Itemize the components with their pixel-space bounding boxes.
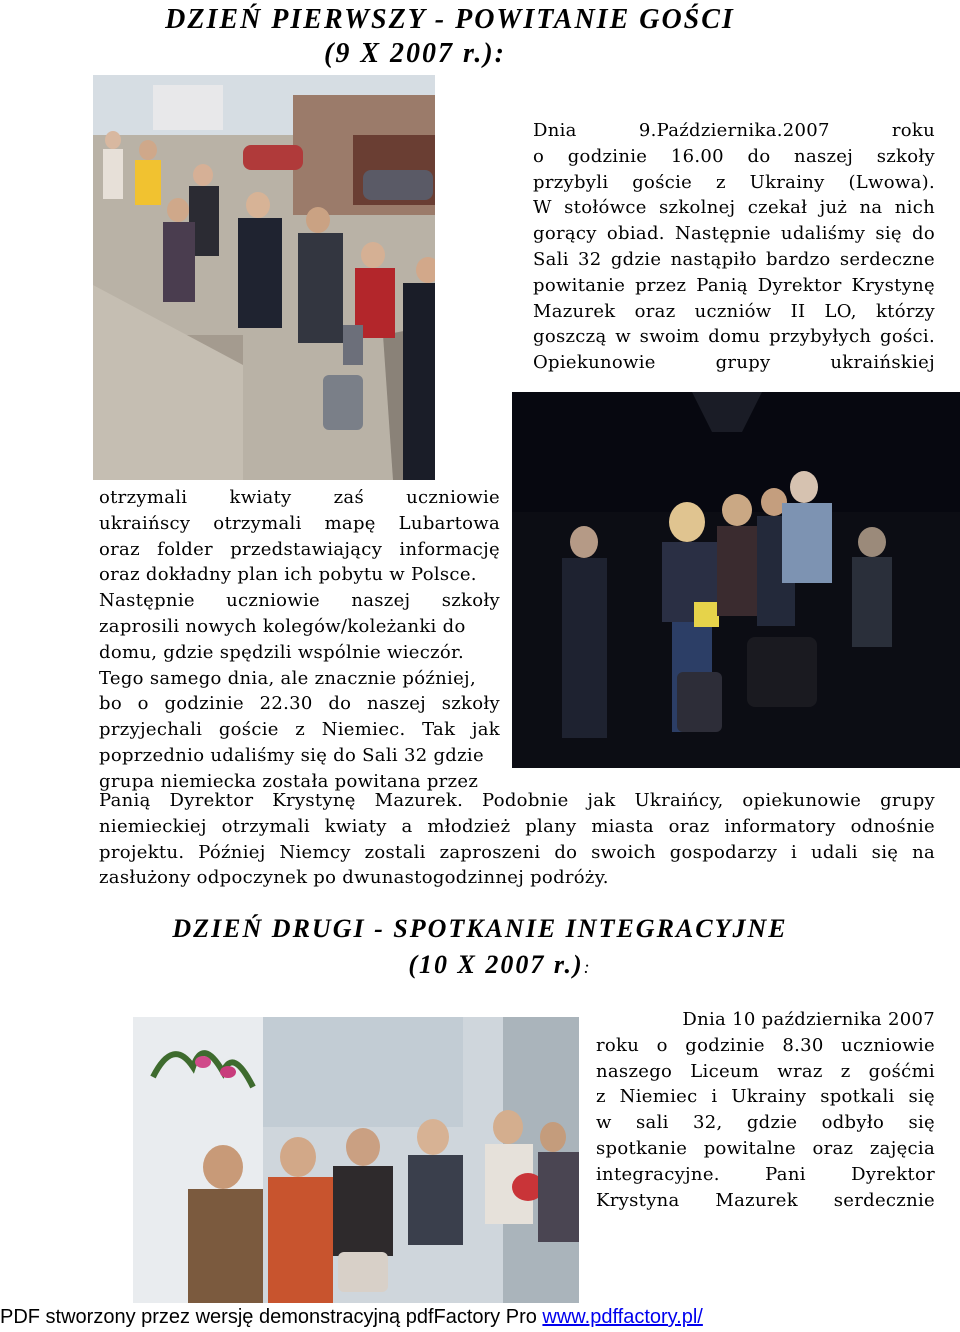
footer-link[interactable]: www.pdffactory.pl/ <box>542 1306 703 1328</box>
text-line: Następnie uczniowie naszej szkoły <box>99 590 500 612</box>
photo-arrival-image <box>93 75 435 480</box>
section2-column-text <box>596 1007 935 1213</box>
text-line: Tego samego dnia, ale znacznie później, <box>99 667 476 689</box>
text-line: spotkanie powitalne oraz zajęcia <box>596 1137 935 1159</box>
text-line: Opiekunowie grupy ukraińskiej <box>533 352 935 374</box>
text-line: Dnia 10 października 2007 <box>682 1009 935 1030</box>
section1-column-text <box>533 118 935 376</box>
section2-title: DZIEŃ DRUGI - SPOTKANIE INTEGRACYJNE <box>172 914 788 943</box>
text-line: o godzinie 16.00 do naszej szkoły <box>533 145 935 167</box>
pdf-footer <box>0 1303 960 1332</box>
text-line: domu, gdzie spędzili wspólnie wieczór. <box>99 641 464 663</box>
text-line: w sali 32, gdzie odbyło się <box>596 1112 935 1134</box>
photo-night-arrival-image <box>512 392 960 768</box>
section1-left-text <box>99 485 500 795</box>
section2-date-colon: : <box>583 957 592 977</box>
text-line: przybyli goście z Ukrainy (Lwowa). <box>533 171 935 193</box>
photo-night-arrival <box>512 392 960 768</box>
section1-date: (9 X 2007 r.): <box>324 38 506 69</box>
text-line: Dnia 9.Października.2007 roku <box>533 120 935 141</box>
text-line: oraz folder przedstawiający informację <box>99 538 500 560</box>
text-line: naszego Liceum wraz z gośćmi <box>596 1060 935 1082</box>
section1-full-text <box>99 788 935 891</box>
text-line: zaprosili nowych kolegów/koleżanki do <box>99 615 466 637</box>
text-line: przyjechali goście z Niemiec. Tak jak <box>99 719 500 741</box>
text-line: bo o godzinie 22.30 do naszej szkoły <box>99 693 500 715</box>
text-line: Panią Dyrektor Krystynę Mazurek. Podobnie jak Ukraińcy, opiekunowie grupy <box>99 790 935 811</box>
text-line: Sali 32 gdzie nastąpiło bardzo serdeczne <box>533 248 935 270</box>
text-line: projektu. Później Niemcy zostali zaproszeni do swoich gospodarzy i udali się na <box>99 841 935 863</box>
text-line: Krystyna Mazurek serdecznie <box>596 1189 935 1211</box>
text-line: grupa niemiecka została powitana przez <box>99 770 479 792</box>
text-line: niemieckiej otrzymali kwiaty a młodzież plany miasta oraz informatory odnośnie <box>99 815 935 837</box>
photo-arrival <box>93 75 435 480</box>
text-line: gorący obiad. Następnie udaliśmy się do <box>533 223 935 245</box>
text-line: otrzymali kwiaty zaś uczniowie <box>99 487 500 508</box>
text-line: z Niemiec i Ukrainy spotkali się <box>596 1086 935 1108</box>
text-line: W stołówce szkolnej czekał już na nich <box>533 197 935 219</box>
photo-integration-meeting <box>133 1017 579 1303</box>
text-line: goszczą w swoim domu przybyłych gości. <box>533 326 935 348</box>
section2-date-text: (10 X 2007 r.) <box>408 950 584 979</box>
section1-title: DZIEŃ PIERWSZY - POWITANIE GOŚCI <box>165 4 735 35</box>
text-line: poprzednio udaliśmy się do Sali 32 gdzie <box>99 744 484 766</box>
text-line: powitanie przez Panią Dyrektor Krystynę <box>533 274 935 296</box>
section2-date <box>0 950 960 980</box>
text-line: Mazurek oraz uczniów II LO, którzy <box>533 300 935 322</box>
photo-integration-meeting-image <box>133 1017 579 1303</box>
text-line: ukraińscy otrzymali mapę Lubartowa <box>99 512 500 534</box>
footer-text: PDF stworzony przez wersję demonstracyjną pdfFactory Pro <box>0 1306 543 1328</box>
text-line: integracyjne. Pani Dyrektor <box>596 1163 935 1185</box>
text-line: zasłużony odpoczynek po dwunastogodzinnej podróży. <box>99 867 609 889</box>
text-line: oraz dokładny plan ich pobytu w Polsce. <box>99 564 477 586</box>
text-line: roku o godzinie 8.30 uczniowie <box>596 1034 935 1056</box>
